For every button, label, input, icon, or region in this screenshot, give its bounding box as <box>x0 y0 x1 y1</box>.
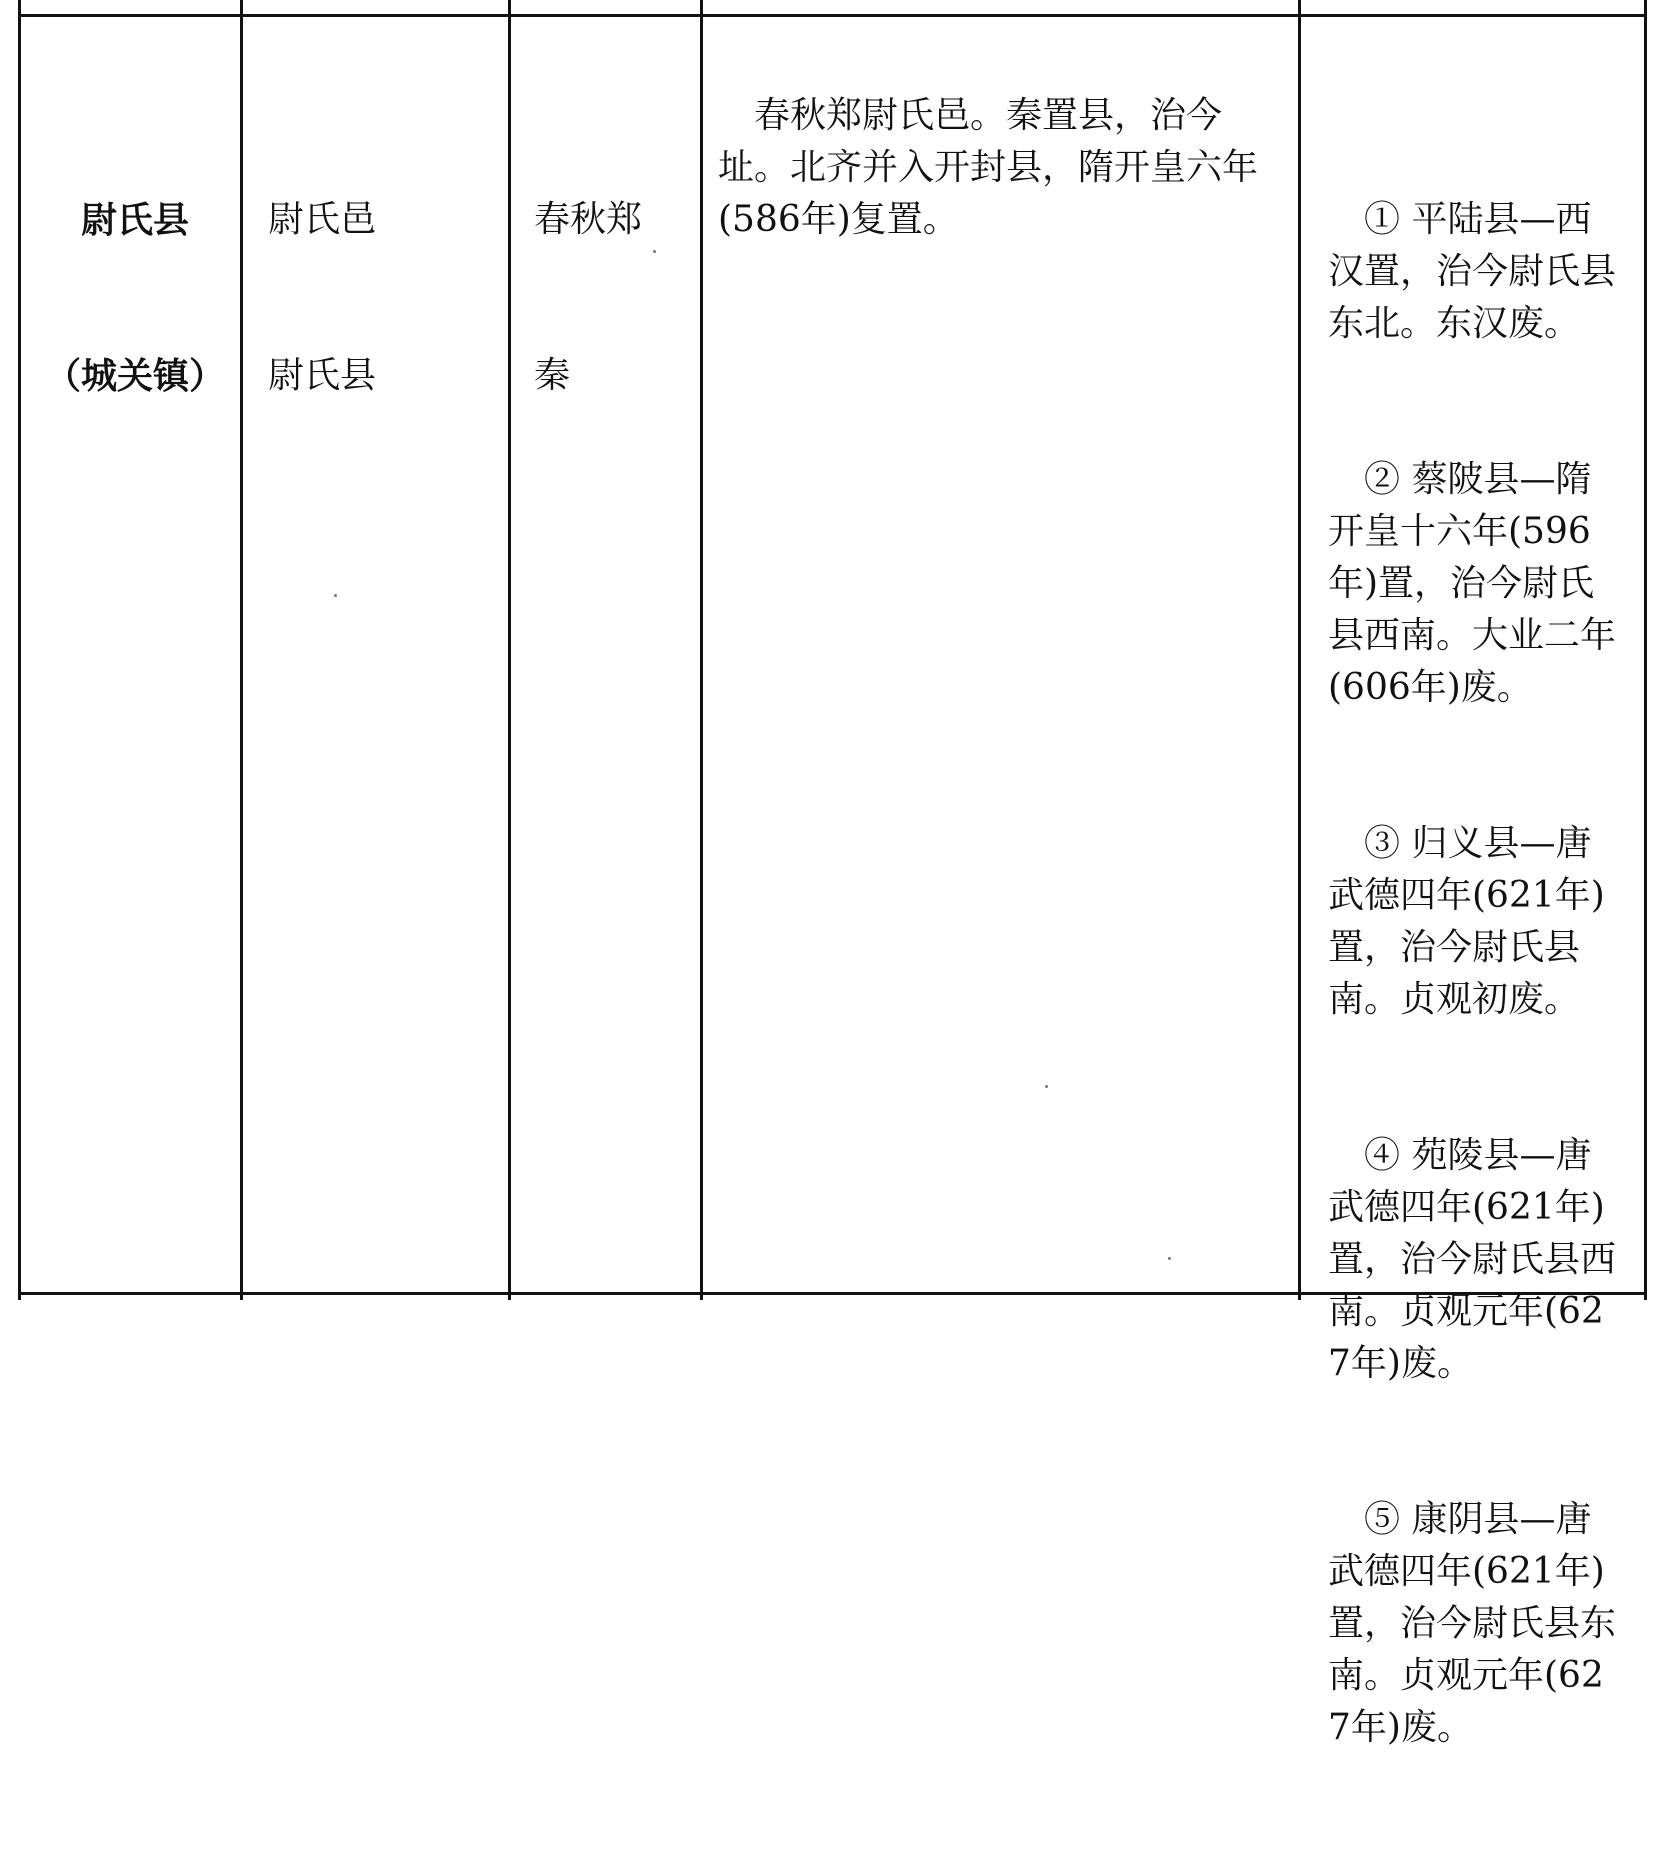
period-cell <box>534 90 684 506</box>
abolished-county-entry: ③ 归义县—唐武德四年(621年)置，治今尉氏县南。贞观初废。 <box>1328 823 1605 1020</box>
abolished-county-entry: ⑤ 康阴县—唐武德四年(621年)置，治今尉氏县东南。贞观元年(627年)废。 <box>1328 1499 1617 1748</box>
table-border-right <box>1644 0 1647 1300</box>
current-county-seat: （城关镇） <box>44 355 225 397</box>
scan-speck <box>653 250 656 253</box>
current-county-name: 尉氏县 <box>80 199 189 241</box>
column-divider-4 <box>1298 0 1301 1300</box>
period-entry: 秦 <box>534 355 571 396</box>
history-cell: 春秋郑尉氏邑。秦置县，治今址。北齐并入开封县，隋开皇六年(586年)复置。 <box>718 95 1259 240</box>
scan-speck <box>1045 1085 1048 1088</box>
table-border-left <box>18 0 21 1300</box>
abolished-counties-cell <box>1328 90 1624 1858</box>
column-divider-3 <box>700 0 703 1300</box>
historical-name: 尉氏县 <box>268 355 377 396</box>
scan-speck <box>1168 1257 1171 1260</box>
abolished-county-entry: ④ 苑陵县—唐武德四年(621年)置，治今尉氏县西南。贞观元年(627年)废。 <box>1328 1135 1617 1384</box>
column-divider-2 <box>508 0 511 1300</box>
column-divider-1 <box>240 0 243 1300</box>
period-entry: 春秋郑 <box>534 199 643 240</box>
row-top-border <box>18 14 1647 17</box>
historical-name: 尉氏邑 <box>268 199 377 240</box>
historical-names-cell <box>268 90 488 506</box>
abolished-county-entry: ② 蔡陂县—隋开皇十六年(596年)置，治今尉氏县西南。大业二年(606年)废。 <box>1328 459 1617 708</box>
scan-speck <box>334 594 337 597</box>
abolished-county-entry: ① 平陆县—西汉置，治今尉氏县东北。东汉废。 <box>1328 199 1617 344</box>
current-county-cell <box>40 90 230 506</box>
